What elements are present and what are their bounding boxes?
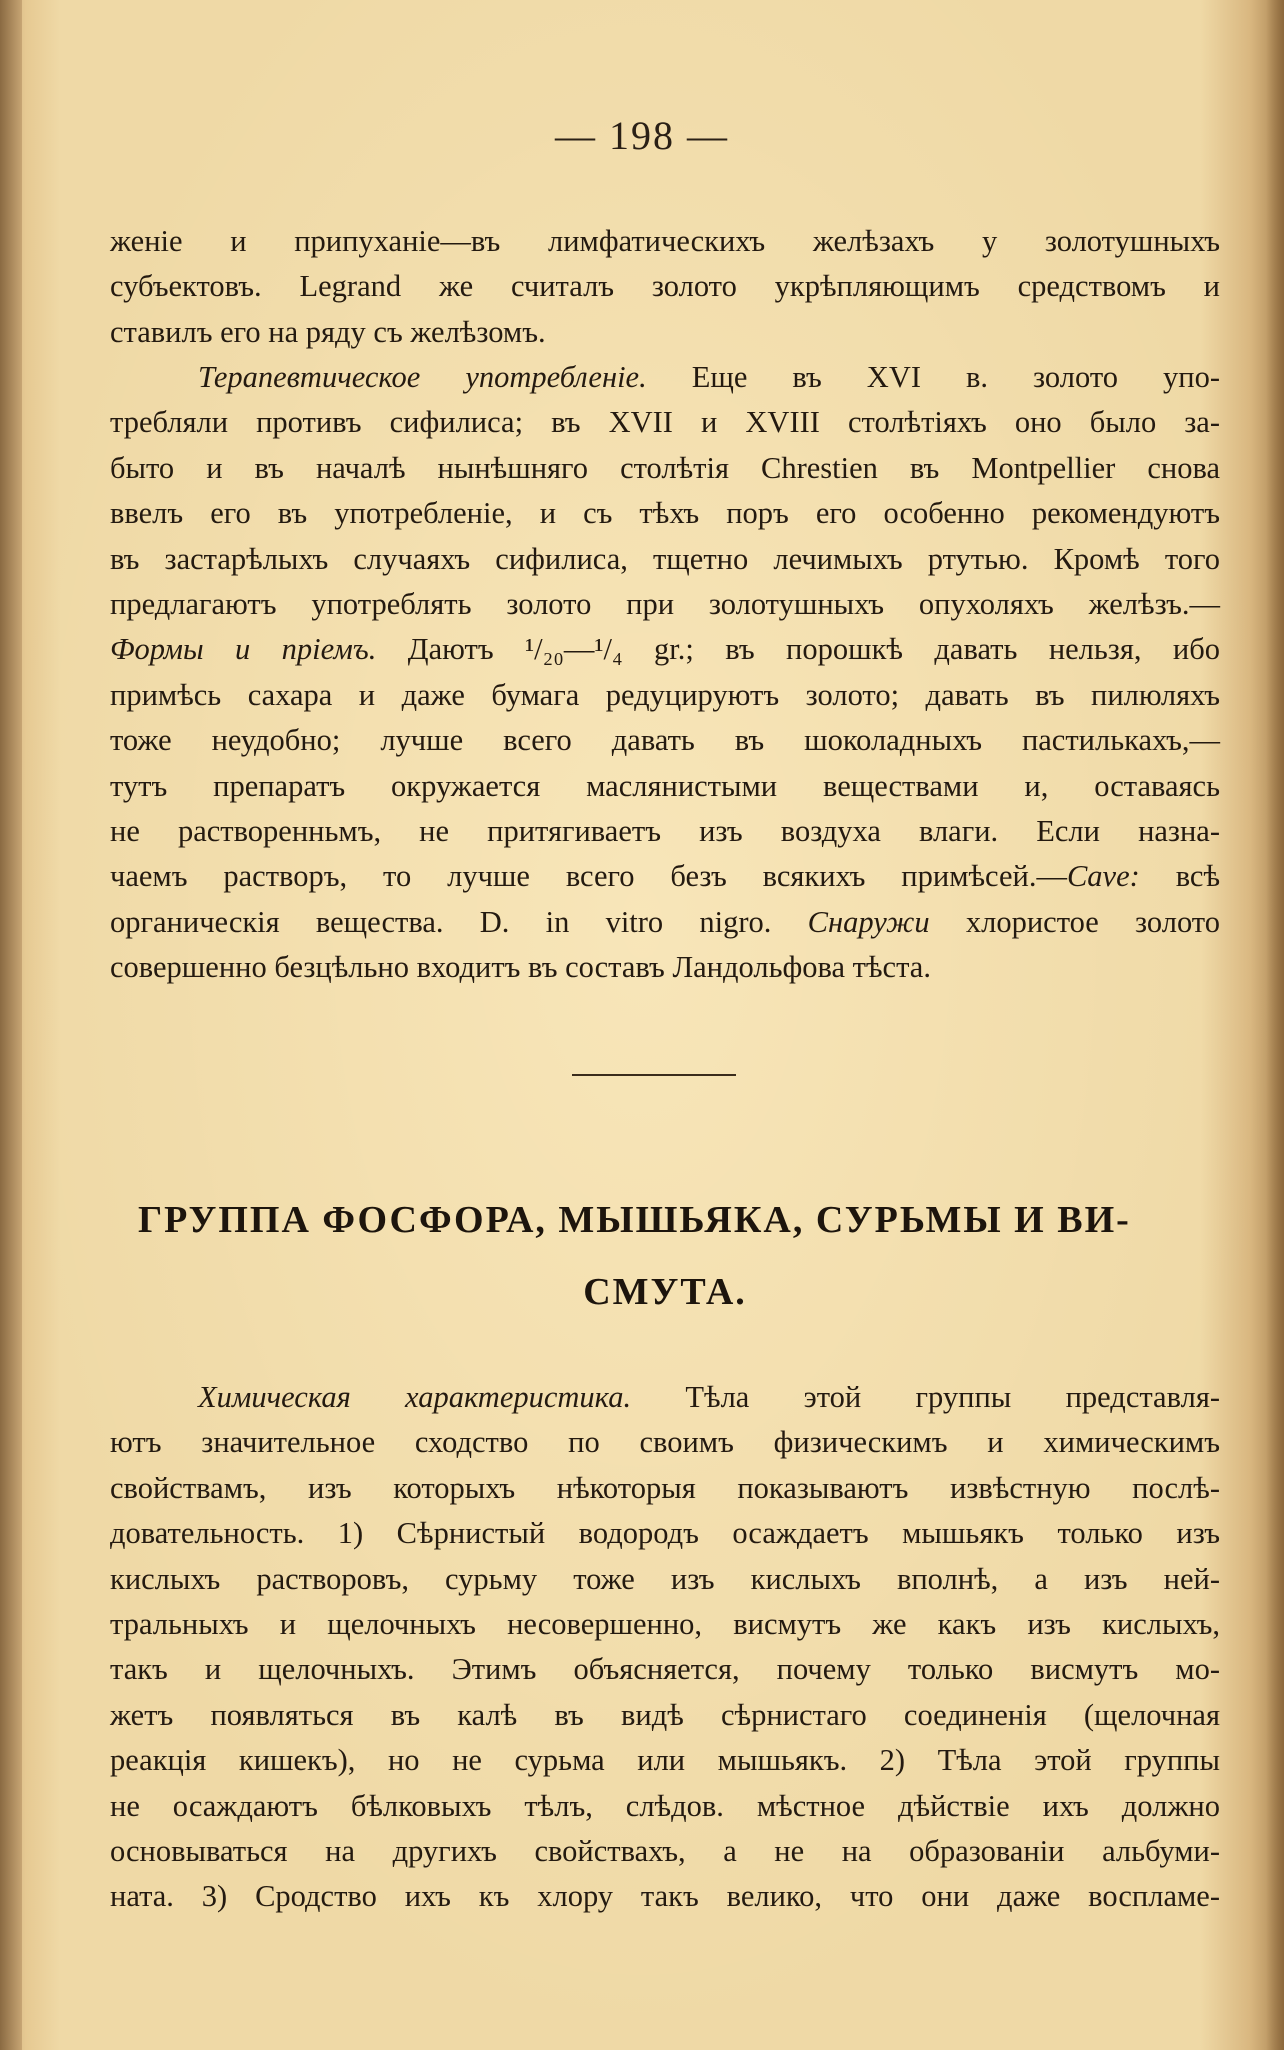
text-line: ставилъ его на ряду съ желѣзомъ. [110, 314, 546, 349]
text-span: Тѣла этой группы представля- [685, 1380, 1220, 1414]
cave-label: Cave: [1066, 859, 1140, 894]
text-line: тоже неудобно; лучше всего давать въ шоколадныхъ пастилькахъ,— [110, 723, 1220, 758]
text-line: женіе и припуханіе—въ лимфатическихъ желѣзахъ у золотушныхъ [110, 224, 1220, 258]
text-line: примѣсь сахара и даже бумага редуцируютъ золото; давать въ пилюляхъ [110, 677, 1220, 712]
text-line: не осаждаютъ бѣлковыхъ тѣлъ, слѣдов. мѣстное дѣйствіе ихъ должно [110, 1788, 1220, 1823]
text-line: быто и въ началѣ нынѣшняго столѣтія Chrestien въ Montpellier снова [110, 450, 1220, 485]
text-line: предлагаютъ употреблять золото при золотушныхъ опухоляхъ желѣзъ.— [110, 586, 1220, 621]
page-edge-shadow [1266, 0, 1284, 2050]
text-line: ната. 3) Сродство ихъ къ хлору такъ велико, что они даже воспламе- [110, 1879, 1220, 1914]
text-line: субъектовъ. Legrand же считалъ золото укрѣпляющимъ средствомъ и [110, 269, 1220, 304]
paragraph-therapeutic-use [110, 355, 1220, 990]
text-line: кислыхъ растворовъ, сурьму тоже изъ кислыхъ вполнѣ, а изъ ней- [110, 1561, 1220, 1596]
text-line: тутъ препаратъ окружается маслянистыми веществами и, оставаясь [110, 768, 1220, 803]
paragraph-chemical-characteristics [110, 1375, 1220, 1920]
text-line: свойствамъ, изъ которыхъ нѣкоторыя показываютъ извѣстную послѣ- [110, 1470, 1220, 1505]
section-divider [572, 1074, 736, 1076]
text-line [110, 355, 1220, 400]
text-line: жетъ появляться въ калѣ въ видѣ сѣрнистаго соединенія (щелочная [110, 1697, 1220, 1732]
text-line: основываться на другихъ свойствахъ, а не на образованіи альбуми- [110, 1833, 1220, 1868]
text-line: тральныхъ и щелочныхъ несовершенно, висмутъ же какъ изъ кислыхъ, [110, 1606, 1220, 1641]
text-line: реакція кишекъ), но не сурьма или мышьякъ. 2) Тѣла этой группы [110, 1743, 1220, 1778]
text-span: всѣ [1175, 859, 1221, 894]
text-line: совершенно безцѣльно входитъ въ составъ Ландольфова тѣста. [110, 950, 931, 985]
text-line [110, 627, 1220, 672]
section-heading-line1: ГРУППА ФОСФОРА, МЫШЬЯКА, СУРЬМЫ И ВИ- [138, 1199, 1131, 1241]
subheading-forms-dosage: Формы и пріемъ. [110, 632, 377, 667]
text-line: такъ и щелочныхъ. Этимъ объясняется, почему только висмутъ мо- [110, 1652, 1220, 1687]
text-line: не растворенньмъ, не притягиваетъ изъ воздуха влаги. Если назна- [110, 813, 1220, 848]
text-span: органическія вещества. D. in vitro nigro. [110, 904, 772, 939]
text-line: въ застарѣлыхъ случаяхъ сифилиса, тщетно лечимыхъ ртутью. Кромѣ того [110, 541, 1220, 576]
subheading-chemical-characteristics: Химическая характеристика. [198, 1380, 632, 1414]
text-line [110, 1375, 1220, 1420]
text-line [110, 854, 1220, 899]
text-line: ютъ значительное сходство по своимъ физическимъ и химическимъ [110, 1425, 1220, 1460]
subheading-therapeutic-use: Терапевтическое употребленіе. [198, 360, 647, 394]
page-number: — 198 — [555, 113, 729, 158]
paragraph-gold-continuation [110, 219, 1220, 355]
text-span: хлористое золото [965, 904, 1220, 939]
text-span: Даютъ ¹/₂₀—¹/₄ gr.; въ порошкѣ давать нельзя, ибо [407, 632, 1221, 667]
text-line: ввелъ его въ употребленіе, и съ тѣхъ поръ его особенно рекомендуютъ [110, 496, 1220, 531]
page-binding-shadow [0, 0, 22, 2050]
text-span: чаемъ растворъ, то лучше всего безъ всякихъ примѣсей.— [110, 859, 1067, 894]
text-line [110, 900, 1220, 945]
text-line: довательность. 1) Сѣрнистый водородъ осаждаетъ мышьякъ только изъ [110, 1516, 1220, 1551]
section-heading-line2: СМУТА. [583, 1271, 747, 1313]
text-line: требляли противъ сифилиса; въ XVII и XVIII столѣтіяхъ оно было за- [110, 405, 1220, 440]
text-span: Еще въ XVI в. золото упо- [691, 360, 1220, 394]
external-use-label: Снаружи [807, 904, 930, 939]
